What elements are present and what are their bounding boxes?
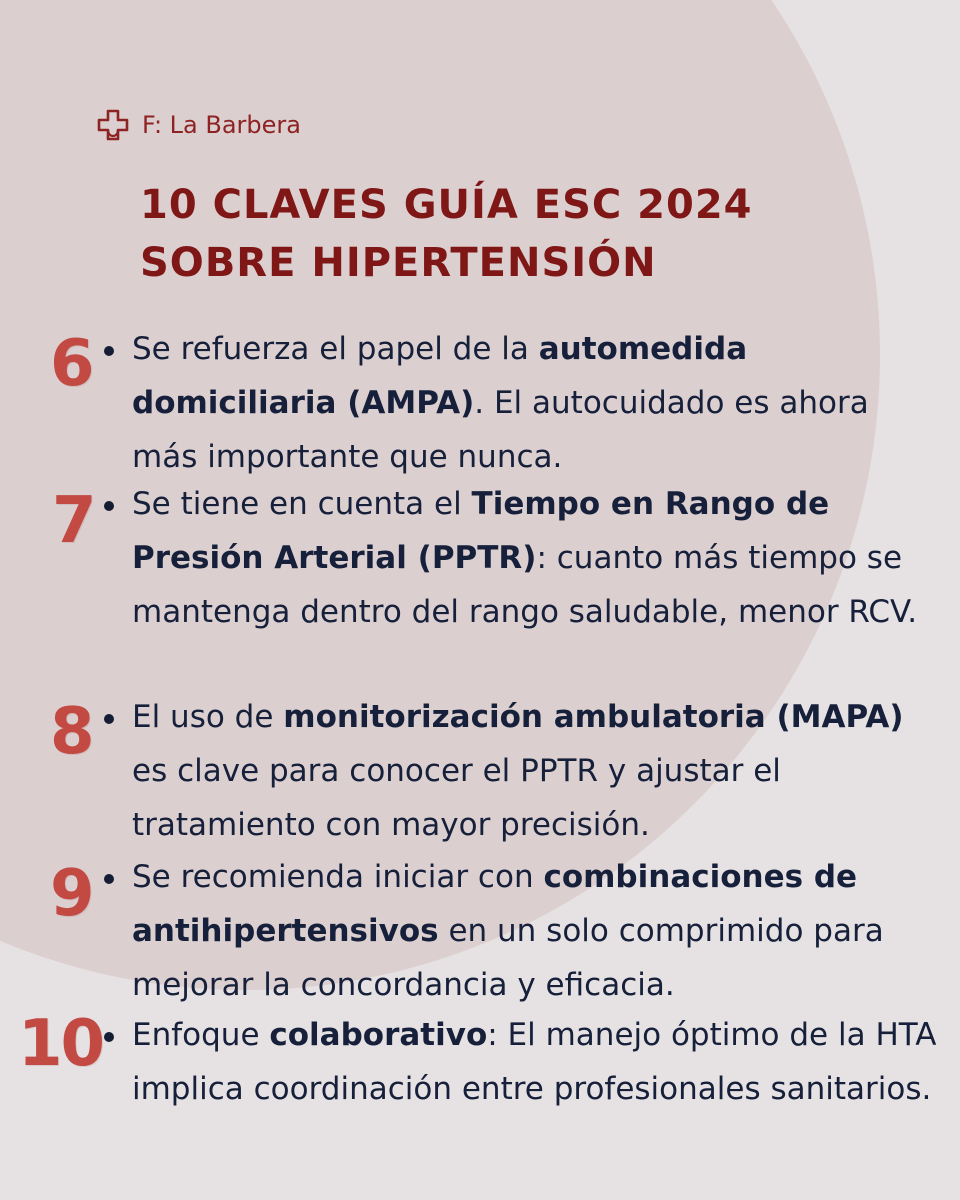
page-title [140,176,900,292]
item-text-highlight: monitorización ambulatoria (MAPA) [283,699,904,735]
item-number: 9 [50,857,93,931]
item-text-tail: . El autocuidado es ahora más importante que nunca. [132,385,869,475]
item-text-highlight: Tiempo en Rango de Presión Arterial (PPTR) [132,486,830,576]
item-text-tail: en un solo comprimido para mejorar la concordancia y eficacia. [132,913,884,1003]
item-text-lead: Se refuerza el papel de la [132,331,539,367]
item-number: 7 [52,484,95,558]
bullet-icon [104,346,114,356]
medical-cross-icon [96,108,130,142]
item-text-tail: es clave para conocer el PPTR y ajustar el tratamiento con mayor precisión. [132,753,781,843]
item-text-highlight: colaborativo [269,1017,488,1053]
title-line-2: SOBRE HIPERTENSIÓN [140,240,657,286]
bullet-icon [104,874,114,884]
item-number: 8 [50,695,93,769]
title-line-1: 10 CLAVES GUÍA ESC 2024 [140,182,753,228]
source-credit [96,108,301,142]
item-number: 10 [18,1007,104,1081]
item-text-tail: : cuanto más tiempo se mantenga dentro del rango saludable, menor RCV. [132,540,918,630]
item-text [132,690,942,852]
item-text [132,1008,942,1116]
item-number: 6 [50,327,93,401]
item-text-lead: Se tiene en cuenta el [132,486,472,522]
source-credit-text: F: La Barbera [142,111,301,139]
item-text-highlight: automedida domiciliaria (AMPA) [132,331,748,421]
bullet-icon [104,501,114,511]
item-text-lead: Se recomienda iniciar con [132,859,544,895]
item-text-highlight: combinaciones de antihipertensivos [132,859,858,949]
bullet-icon [104,714,114,724]
bullet-icon [104,1032,114,1042]
item-text [132,322,942,484]
item-text-tail: : El manejo óptimo de la HTA implica coordinación entre profesionales sanitarios. [132,1017,937,1107]
item-text [132,850,942,1012]
item-text [132,477,942,639]
item-text-lead: Enfoque [132,1017,270,1053]
item-text-lead: El uso de [132,699,284,735]
